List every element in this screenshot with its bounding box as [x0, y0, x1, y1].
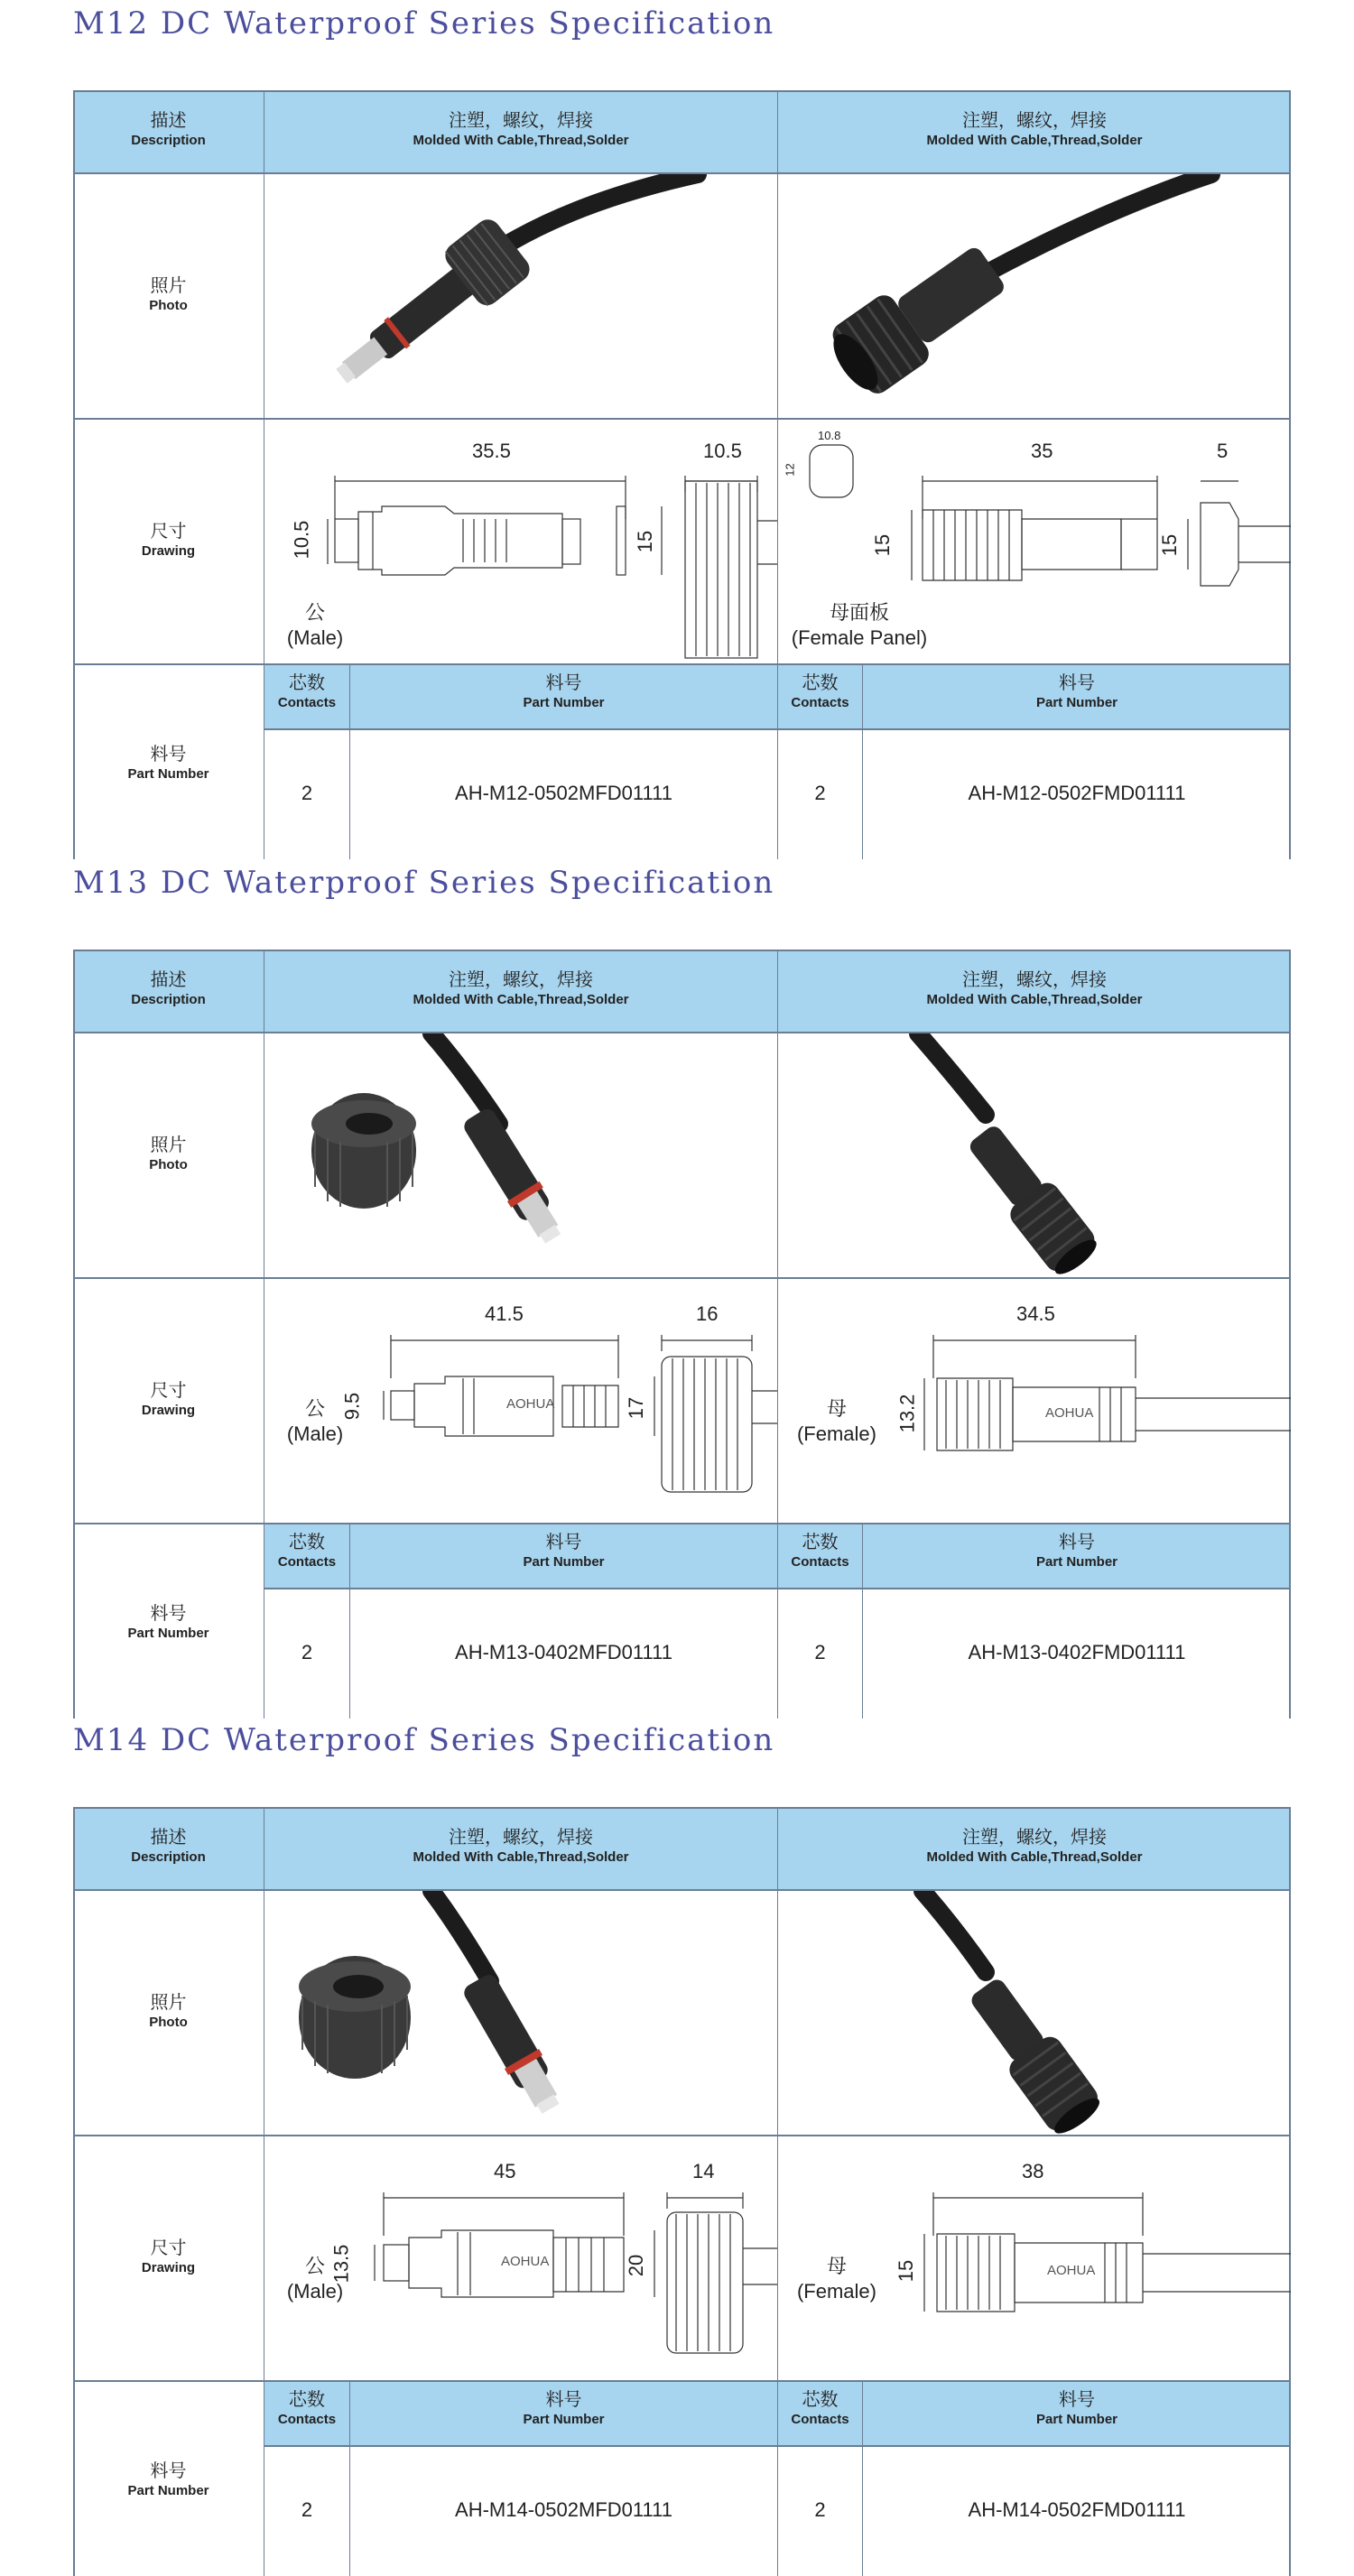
- part-number-header: 料号 Part Number: [1035, 673, 1118, 710]
- dim-diameter: 15: [895, 2259, 918, 2283]
- drawing-label: 尺寸 Drawing: [141, 2238, 196, 2275]
- gender-label: 公 (Male): [286, 2255, 344, 2303]
- dim-cap-length: 10.5: [703, 440, 742, 462]
- male-drawing: [264, 1279, 777, 1523]
- description-label: 描述 Description: [131, 111, 206, 148]
- female-drawing: [778, 2136, 1291, 2380]
- left-part-number-value: AH-M12-0502MFD01111: [455, 782, 672, 804]
- part-number-label: 料号 Part Number: [127, 1604, 209, 1641]
- contacts-header: 芯数 Contacts: [277, 1533, 337, 1570]
- part-number-header: 料号 Part Number: [1035, 1533, 1118, 1570]
- part-number-label: 料号 Part Number: [127, 745, 209, 782]
- gender-label: 母面板 (Female Panel): [791, 601, 928, 649]
- female-panel-drawing: [778, 420, 1291, 663]
- right-description: 注塑，螺纹，焊接 Molded With Cable,Thread,Solder: [926, 1828, 1143, 1865]
- contacts-header: 芯数 Contacts: [791, 2390, 849, 2427]
- spec-section-m14: [0, 1717, 1354, 2576]
- spec-table: [73, 950, 1291, 1719]
- description-label: 描述 Description: [131, 1828, 206, 1865]
- drawing-label: 尺寸 Drawing: [141, 1381, 196, 1418]
- right-contacts-value: 2: [814, 1641, 826, 1663]
- right-part-number-value: AH-M12-0502FMD01111: [968, 782, 1186, 804]
- left-part-number-value: AH-M14-0502MFD01111: [455, 2498, 672, 2521]
- left-contacts-value: 2: [301, 782, 313, 804]
- right-contacts-value: 2: [814, 2498, 826, 2521]
- left-description: 注塑，螺纹，焊接 Molded With Cable,Thread,Solder: [413, 970, 629, 1007]
- section-title: M12 DC Waterproof Series Specification: [73, 5, 775, 42]
- brand-logo-mark: AOHUA: [1045, 1405, 1094, 1421]
- female-drawing: [778, 1279, 1291, 1523]
- part-number-header: 料号 Part Number: [523, 673, 605, 710]
- dim-diameter: 13.2: [895, 1394, 919, 1433]
- right-description: 注塑，螺纹，焊接 Molded With Cable,Thread,Solder: [926, 111, 1143, 148]
- section-title: M14 DC Waterproof Series Specification: [73, 1722, 775, 1758]
- dim-length: 38: [1022, 2160, 1044, 2182]
- right-description: 注塑，螺纹，焊接 Molded With Cable,Thread,Solder: [926, 970, 1143, 1007]
- photo-label: 照片 Photo: [149, 276, 188, 313]
- dim-body-diameter: 20: [625, 2254, 648, 2277]
- dim-thread-diameter: 15: [871, 533, 895, 557]
- contacts-header: 芯数 Contacts: [791, 1533, 849, 1570]
- left-contacts-value: 2: [301, 2498, 313, 2521]
- left-description: 注塑，螺纹，焊接 Molded With Cable,Thread,Solder: [413, 1828, 629, 1865]
- dim-tip-diameter: 10.5: [290, 520, 313, 560]
- dim-length: 45: [494, 2160, 516, 2182]
- right-part-number-value: AH-M13-0402FMD01111: [968, 1641, 1186, 1663]
- male-drawing: [264, 2136, 777, 2380]
- male-connector-photo: [264, 174, 777, 418]
- brand-logo-mark: AOHUA: [506, 1396, 555, 1412]
- contacts-header: 芯数 Contacts: [791, 673, 849, 710]
- female-panel-connector-photo: [778, 174, 1291, 418]
- dim-body-diameter: 17: [625, 1396, 648, 1420]
- dim-cap-length: 16: [696, 1302, 719, 1325]
- dim-tip-diameter: 9.5: [340, 1392, 364, 1421]
- drawing-label: 尺寸 Drawing: [141, 522, 196, 559]
- part-number-label: 料号 Part Number: [127, 2461, 209, 2498]
- left-part-number-value: AH-M13-0402MFD01111: [455, 1641, 672, 1663]
- dim-length: 35.5: [472, 440, 511, 462]
- brand-logo-mark: AOHUA: [1047, 2263, 1096, 2278]
- female-connector-photo: [778, 1033, 1291, 1277]
- spec-section-m13: [0, 859, 1354, 1719]
- dim-nut-length: 5: [1217, 440, 1229, 462]
- dim-cap-length: 14: [692, 2160, 715, 2182]
- dim-body-diameter: 15: [1158, 533, 1182, 557]
- left-contacts-value: 2: [301, 1641, 313, 1663]
- dim-flat-height: 12: [783, 463, 797, 477]
- part-number-header: 料号 Part Number: [523, 2390, 605, 2427]
- section-title: M13 DC Waterproof Series Specification: [73, 865, 775, 901]
- description-label: 描述 Description: [131, 970, 206, 1007]
- dim-tip-diameter: 13.5: [329, 2244, 353, 2284]
- part-number-header: 料号 Part Number: [1035, 2390, 1118, 2427]
- male-connector-photo: [264, 1891, 777, 2135]
- gender-label: 母 (Female): [796, 2255, 876, 2303]
- male-drawing: [264, 420, 777, 663]
- dim-length: 34.5: [1016, 1302, 1055, 1325]
- spec-table: [73, 1807, 1291, 2576]
- female-connector-photo: [778, 1891, 1291, 2135]
- spec-section-m12: [0, 0, 1354, 859]
- right-contacts-value: 2: [814, 782, 826, 804]
- gender-label: 公 (Male): [286, 601, 344, 649]
- dim-body-diameter: 15: [634, 530, 657, 553]
- part-number-header: 料号 Part Number: [523, 1533, 605, 1570]
- dim-flat-width: 10.8: [818, 429, 841, 442]
- brand-logo-mark: AOHUA: [501, 2254, 550, 2269]
- dim-length: 35: [1031, 440, 1053, 462]
- photo-label: 照片 Photo: [149, 1135, 188, 1172]
- gender-label: 公 (Male): [286, 1397, 344, 1445]
- gender-label: 母 (Female): [796, 1397, 876, 1445]
- contacts-header: 芯数 Contacts: [277, 673, 337, 710]
- photo-label: 照片 Photo: [149, 1993, 188, 2030]
- male-connector-photo: [264, 1033, 777, 1277]
- right-part-number-value: AH-M14-0502FMD01111: [968, 2498, 1186, 2521]
- spec-table: [73, 90, 1291, 859]
- dim-length: 41.5: [485, 1302, 524, 1325]
- left-description: 注塑，螺纹，焊接 Molded With Cable,Thread,Solder: [413, 111, 629, 148]
- contacts-header: 芯数 Contacts: [277, 2390, 337, 2427]
